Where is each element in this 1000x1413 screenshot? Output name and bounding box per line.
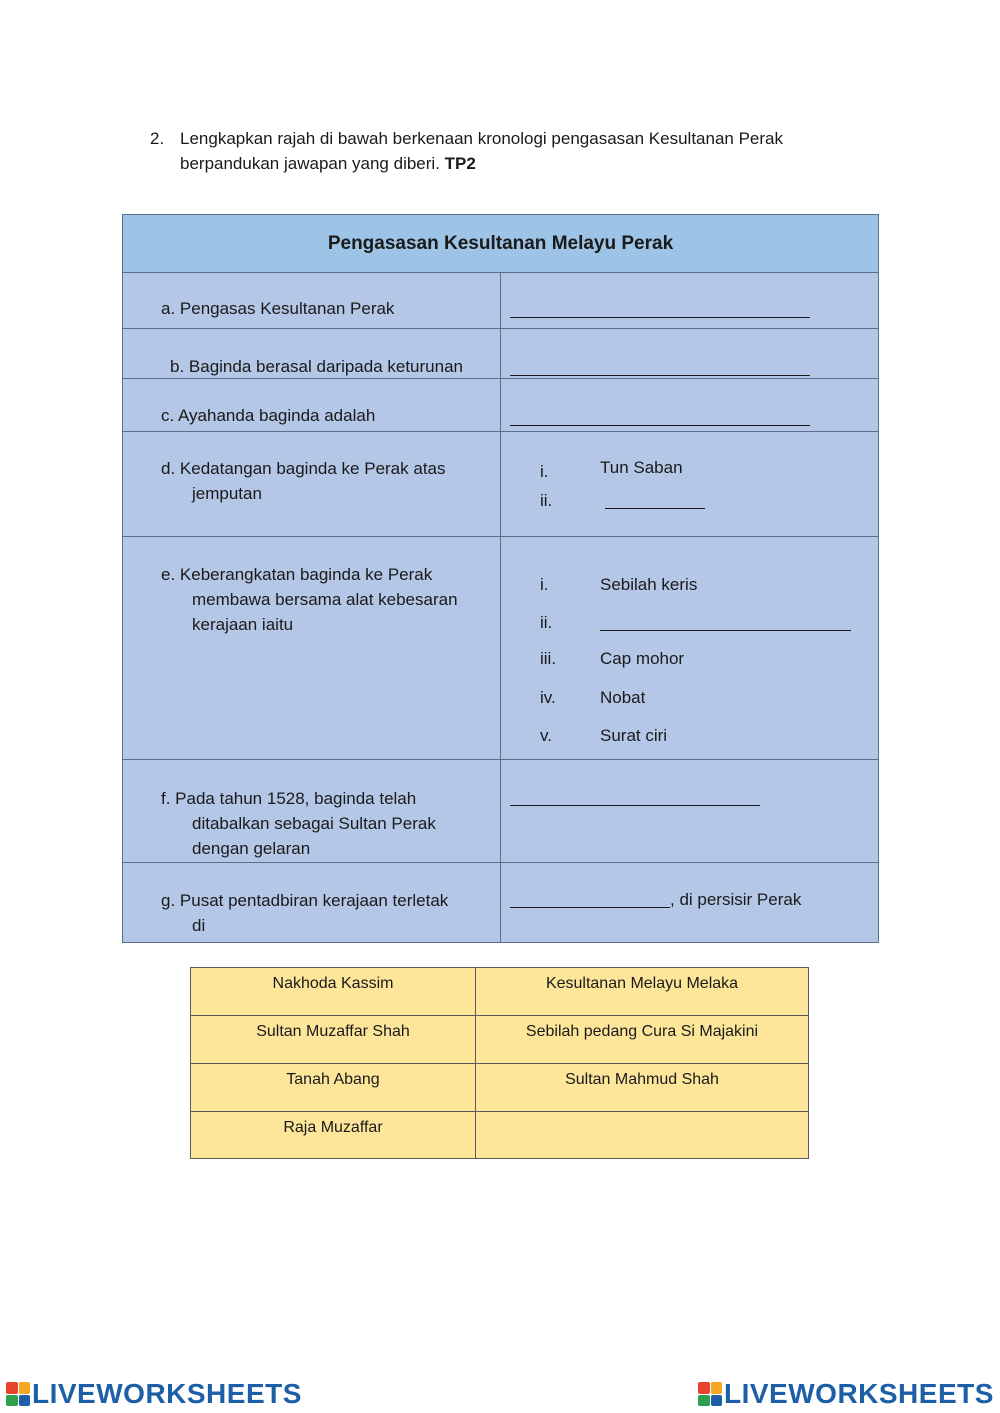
bank-option[interactable]: Sebilah pedang Cura Si Majakini	[525, 1023, 759, 1040]
answer-e-ii-blank[interactable]	[600, 630, 851, 631]
tp-level: TP2	[444, 154, 476, 173]
liveworksheets-logo-right	[698, 1378, 994, 1410]
logo-text: LIVEWORKSHEETS	[32, 1378, 302, 1409]
question-d	[161, 456, 491, 506]
item-number: i.	[540, 575, 549, 594]
question-e-line-2: membawa bersama alat kebesaran	[192, 590, 458, 609]
table-row-a	[123, 273, 878, 329]
item-number: ii.	[540, 491, 553, 510]
item-number: v.	[540, 726, 552, 745]
bank-row	[191, 968, 808, 1016]
item-text: Cap mohor	[600, 649, 685, 668]
question-b	[170, 354, 500, 379]
question-d-line-1: d. Kedatangan baginda ke Perak atas	[161, 459, 446, 478]
question-e	[161, 562, 491, 637]
answer-bank	[190, 967, 809, 1159]
question-a	[161, 296, 491, 321]
answer-a-blank[interactable]	[510, 317, 810, 318]
bank-row	[191, 1064, 808, 1112]
table-row-g	[123, 863, 878, 943]
item-text: Surat ciri	[600, 726, 668, 745]
item-number: iv.	[540, 688, 556, 707]
question-e-line-1: e. Keberangkatan baginda ke Perak	[161, 565, 433, 584]
question-f-line-2: ditabalkan sebagai Sultan Perak	[192, 814, 436, 833]
item-text: Sebilah keris	[600, 575, 698, 594]
question-d-line-2: jemputan	[192, 484, 262, 503]
question-f	[161, 786, 491, 861]
bank-row	[191, 1016, 808, 1064]
answer-b-blank[interactable]	[510, 375, 810, 376]
bank-option[interactable]: Tanah Abang	[191, 1064, 476, 1111]
question-text	[180, 126, 870, 176]
answer-c-blank[interactable]	[510, 425, 810, 426]
question-g-line-1: g. Pusat pentadbiran kerajaan terletak	[161, 891, 449, 910]
bank-option[interactable]: Sultan Mahmud Shah	[565, 1071, 719, 1088]
item-number: i.	[540, 462, 549, 481]
answer-d-ii-blank[interactable]	[605, 508, 705, 509]
question-line-2: berpandukan jawapan yang diberi.	[180, 154, 440, 173]
table-row-d	[123, 432, 878, 537]
bank-option[interactable]: Raja Muzaffar	[191, 1112, 476, 1159]
answer-g-blank[interactable]	[510, 907, 670, 908]
bank-option[interactable]: Kesultanan Melayu Melaka	[545, 975, 739, 992]
question-c	[161, 403, 491, 428]
question-g-line-2: di	[192, 916, 206, 935]
question-line-1: Lengkapkan rajah di bawah berkenaan kronologi pengasasan Kesultanan Perak	[180, 129, 783, 148]
table-row-f	[123, 760, 878, 863]
item-number: iii.	[540, 649, 557, 668]
bank-row	[191, 1112, 808, 1159]
bank-option-empty	[476, 1112, 808, 1159]
bank-option[interactable]: Sultan Muzaffar Shah	[191, 1016, 476, 1063]
logo-text: LIVEWORKSHEETS	[724, 1378, 994, 1409]
liveworksheets-icon	[698, 1382, 722, 1406]
question-f-line-3: dengan gelaran	[192, 839, 311, 858]
item-text: Nobat	[600, 688, 646, 707]
question-c-text: c. Ayahanda baginda adalah	[161, 406, 376, 425]
answer-f-blank[interactable]	[510, 805, 760, 806]
item-text: Tun Saban	[600, 458, 683, 477]
liveworksheets-logo-left	[6, 1378, 302, 1410]
table-row-b	[123, 329, 878, 379]
table-row-e	[123, 537, 878, 760]
main-table	[122, 214, 879, 943]
table-row-c	[123, 379, 878, 432]
liveworksheets-icon	[6, 1382, 30, 1406]
question-a-text: a. Pengasas Kesultanan Perak	[161, 299, 395, 318]
question-e-line-3: kerajaan iaitu	[192, 615, 294, 634]
question-f-line-1: f. Pada tahun 1528, baginda telah	[161, 789, 417, 808]
bank-option[interactable]: Nakhoda Kassim	[191, 968, 476, 1015]
table-title: Pengasasan Kesultanan Melayu Perak	[123, 215, 878, 273]
question-g	[161, 888, 491, 938]
answer-g-suffix: , di persisir Perak	[670, 890, 802, 909]
question-number: 2.	[150, 129, 165, 148]
item-number: ii.	[540, 613, 553, 632]
question-b-text: b. Baginda berasal daripada keturunan	[170, 357, 463, 376]
